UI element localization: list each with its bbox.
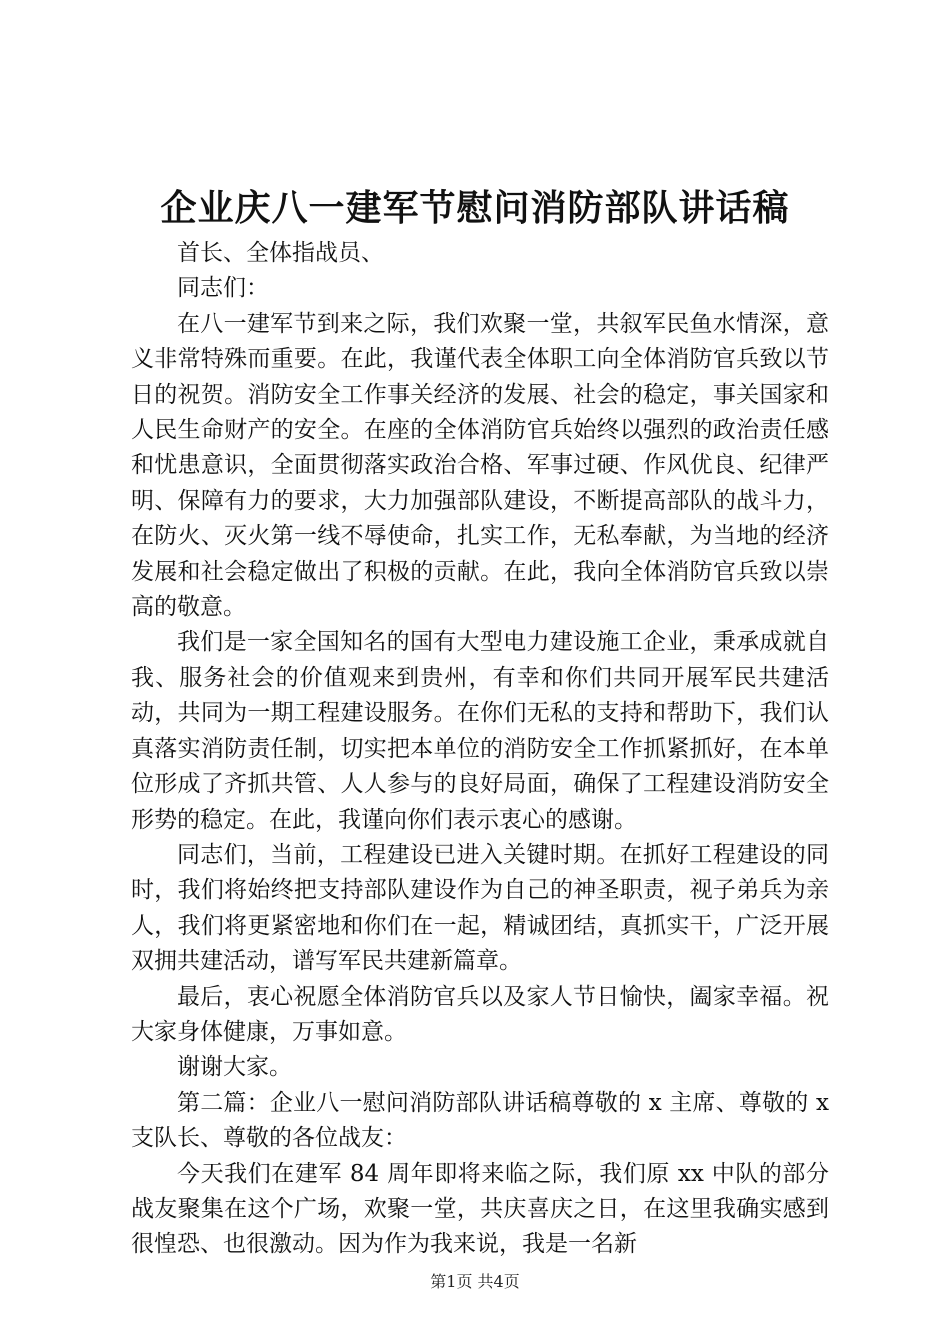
document-title: 企业庆八一建军节慰问消防部队讲话稿 — [160, 187, 790, 229]
body-paragraph: 今天我们在建军 84 周年即将来临之际，我们原 xx 中队的部分战友聚集在这个广场，欢聚一堂，共庆喜庆之日，在这里我确实感到很惶恐、也很激动。因为作为我来说，我是一名新 — [131, 1160, 829, 1258]
page-footer: 第1页 共4页 — [430, 1272, 520, 1291]
body-paragraph: 最后，衷心祝愿全体消防官兵以及家人节日愉快，阖家幸福。祝大家身体健康，万事如意。 — [131, 983, 829, 1045]
body-paragraph: 同志们，当前，工程建设已进入关键时期。在抓好工程建设的同时，我们将始终把支持部队建设作为自己的神圣职责，视子弟兵为亲人，我们将更紧密地和你们在一起，精诚团结，真抓实干，广泛开展双拥共建活动，谱写军民共建新篇章。 — [131, 841, 829, 975]
body-paragraph: 在八一建军节到来之际，我们欢聚一堂，共叙军民鱼水情深，意义非常特殊而重要。在此，我谨代表全体职工向全体消防官兵致以节日的祝贺。消防安全工作事关经济的发展、社会的稳定，事关国家和人民生命财产的安全。在座的全体消防官兵始终以强烈的政治责任感和忧患意识，全面贯彻落实政治合格、军事过硬、作风优良、纪律严明、保障有力的要求，大力加强部队建设，不断提高部队的战斗力，在防火、灭火第一线不辱使命，扎实工作，无私奉献，为当地的经济发展和社会稳定做出了积极的贡献。在此，我向全体消防官兵致以崇高的敬意。 — [131, 310, 829, 621]
salutation-line-1: 首长、全体指战员、 — [177, 240, 384, 266]
closing-line: 谢谢大家。 — [177, 1054, 292, 1081]
section-two-heading: 第二篇：企业八一慰问消防部队讲话稿尊敬的 x 主席、尊敬的 x 支队长、尊敬的各位战友： — [131, 1089, 829, 1152]
document-body — [131, 236, 829, 1263]
body-paragraph: 我们是一家全国知名的国有大型电力建设施工企业，秉承成就自我、服务社会的价值观来到贵州，有幸和你们共同开展军民共建活动，共同为一期工程建设服务。在你们无私的支持和帮助下，我们认真落实消防责任制，切实把本单位的消防安全工作抓紧抓好，在本单位形成了齐抓共管、人人参与的良好局面，确保了工程建设消防安全形势的稳定。在此，我谨向你们表示衷心的感谢。 — [131, 629, 829, 833]
salutation-line-2: 同志们： — [177, 275, 269, 302]
